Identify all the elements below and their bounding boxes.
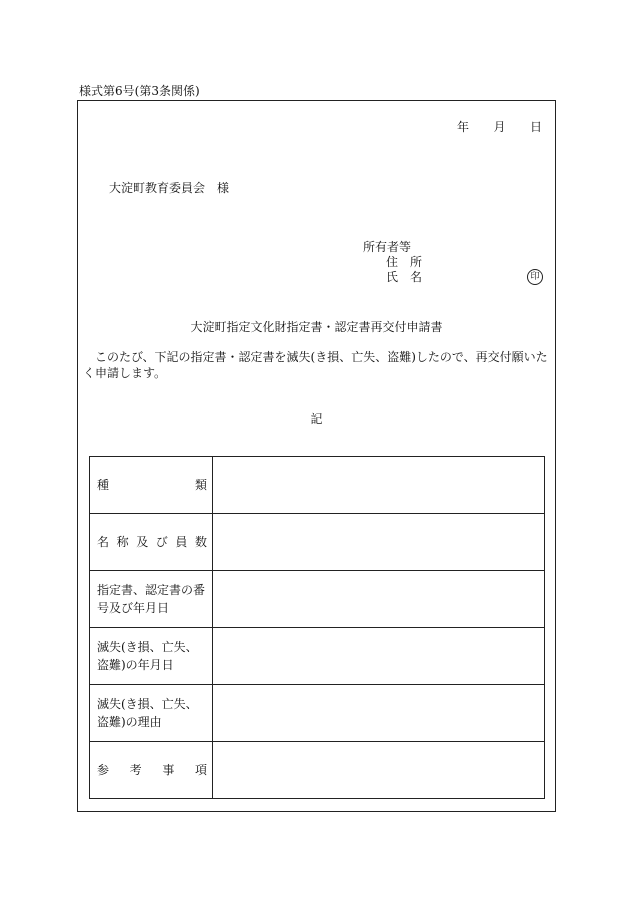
- date-year-label: 年: [457, 120, 470, 134]
- seal-mark-icon: 印: [527, 269, 543, 285]
- date-row: [457, 118, 542, 135]
- row-label-name-count: [90, 514, 213, 571]
- label-char: 事: [162, 763, 175, 777]
- label-text: 滅失(き損、亡失、盗難)の年月日: [97, 640, 198, 672]
- form-number-label: 様式第6号(第3条関係): [79, 84, 200, 98]
- label-char: 項: [194, 763, 207, 777]
- details-table: [89, 456, 545, 799]
- label-text: 滅失(き損、亡失、盗難)の理由: [97, 697, 198, 729]
- row-value-type[interactable]: [213, 457, 545, 514]
- table-row: [90, 685, 545, 742]
- label-char: 種: [97, 478, 110, 492]
- date-month-label: 月: [493, 120, 506, 134]
- addressee: 大淀町教育委員会 様: [109, 181, 230, 195]
- label-char: び: [155, 535, 168, 549]
- row-label-loss-date: [90, 628, 213, 685]
- label-char: 名: [97, 535, 110, 549]
- row-label-loss-reason: [90, 685, 213, 742]
- row-label-certificate-number: [90, 571, 213, 628]
- label-char: 数: [194, 535, 207, 549]
- owner-block: [363, 240, 422, 285]
- row-label-type: [90, 457, 213, 514]
- label-text: 指定書、認定書の番号及び年月日: [97, 583, 206, 615]
- label-char: 称: [116, 535, 129, 549]
- row-value-remarks[interactable]: [213, 742, 545, 799]
- ki-heading: 記: [310, 412, 323, 426]
- application-form-frame: [77, 100, 556, 812]
- owner-address-label: 住 所: [386, 255, 423, 269]
- owner-name-label: 氏 名: [386, 270, 423, 284]
- row-value-loss-reason[interactable]: [213, 685, 545, 742]
- row-value-loss-date[interactable]: [213, 628, 545, 685]
- table-row: [90, 514, 545, 571]
- label-char: 員: [175, 535, 188, 549]
- label-char: 考: [129, 763, 142, 777]
- owner-title: 所有者等: [363, 240, 412, 254]
- document-title: 大淀町指定文化財指定書・認定書再交付申請書: [190, 320, 443, 334]
- table-row: [90, 571, 545, 628]
- date-day-label: 日: [529, 120, 542, 134]
- row-value-name-count[interactable]: [213, 514, 545, 571]
- table-row: [90, 742, 545, 799]
- table-row: [90, 628, 545, 685]
- body-text: このたび、下記の指定書・認定書を滅失(き損、亡失、盗難)したので、再交付願いたく申請します。: [83, 350, 548, 380]
- row-label-remarks: [90, 742, 213, 799]
- label-char: 類: [194, 478, 207, 492]
- label-char: 参: [97, 763, 110, 777]
- table-row: [90, 457, 545, 514]
- row-value-certificate-number[interactable]: [213, 571, 545, 628]
- label-char: 及: [136, 535, 149, 549]
